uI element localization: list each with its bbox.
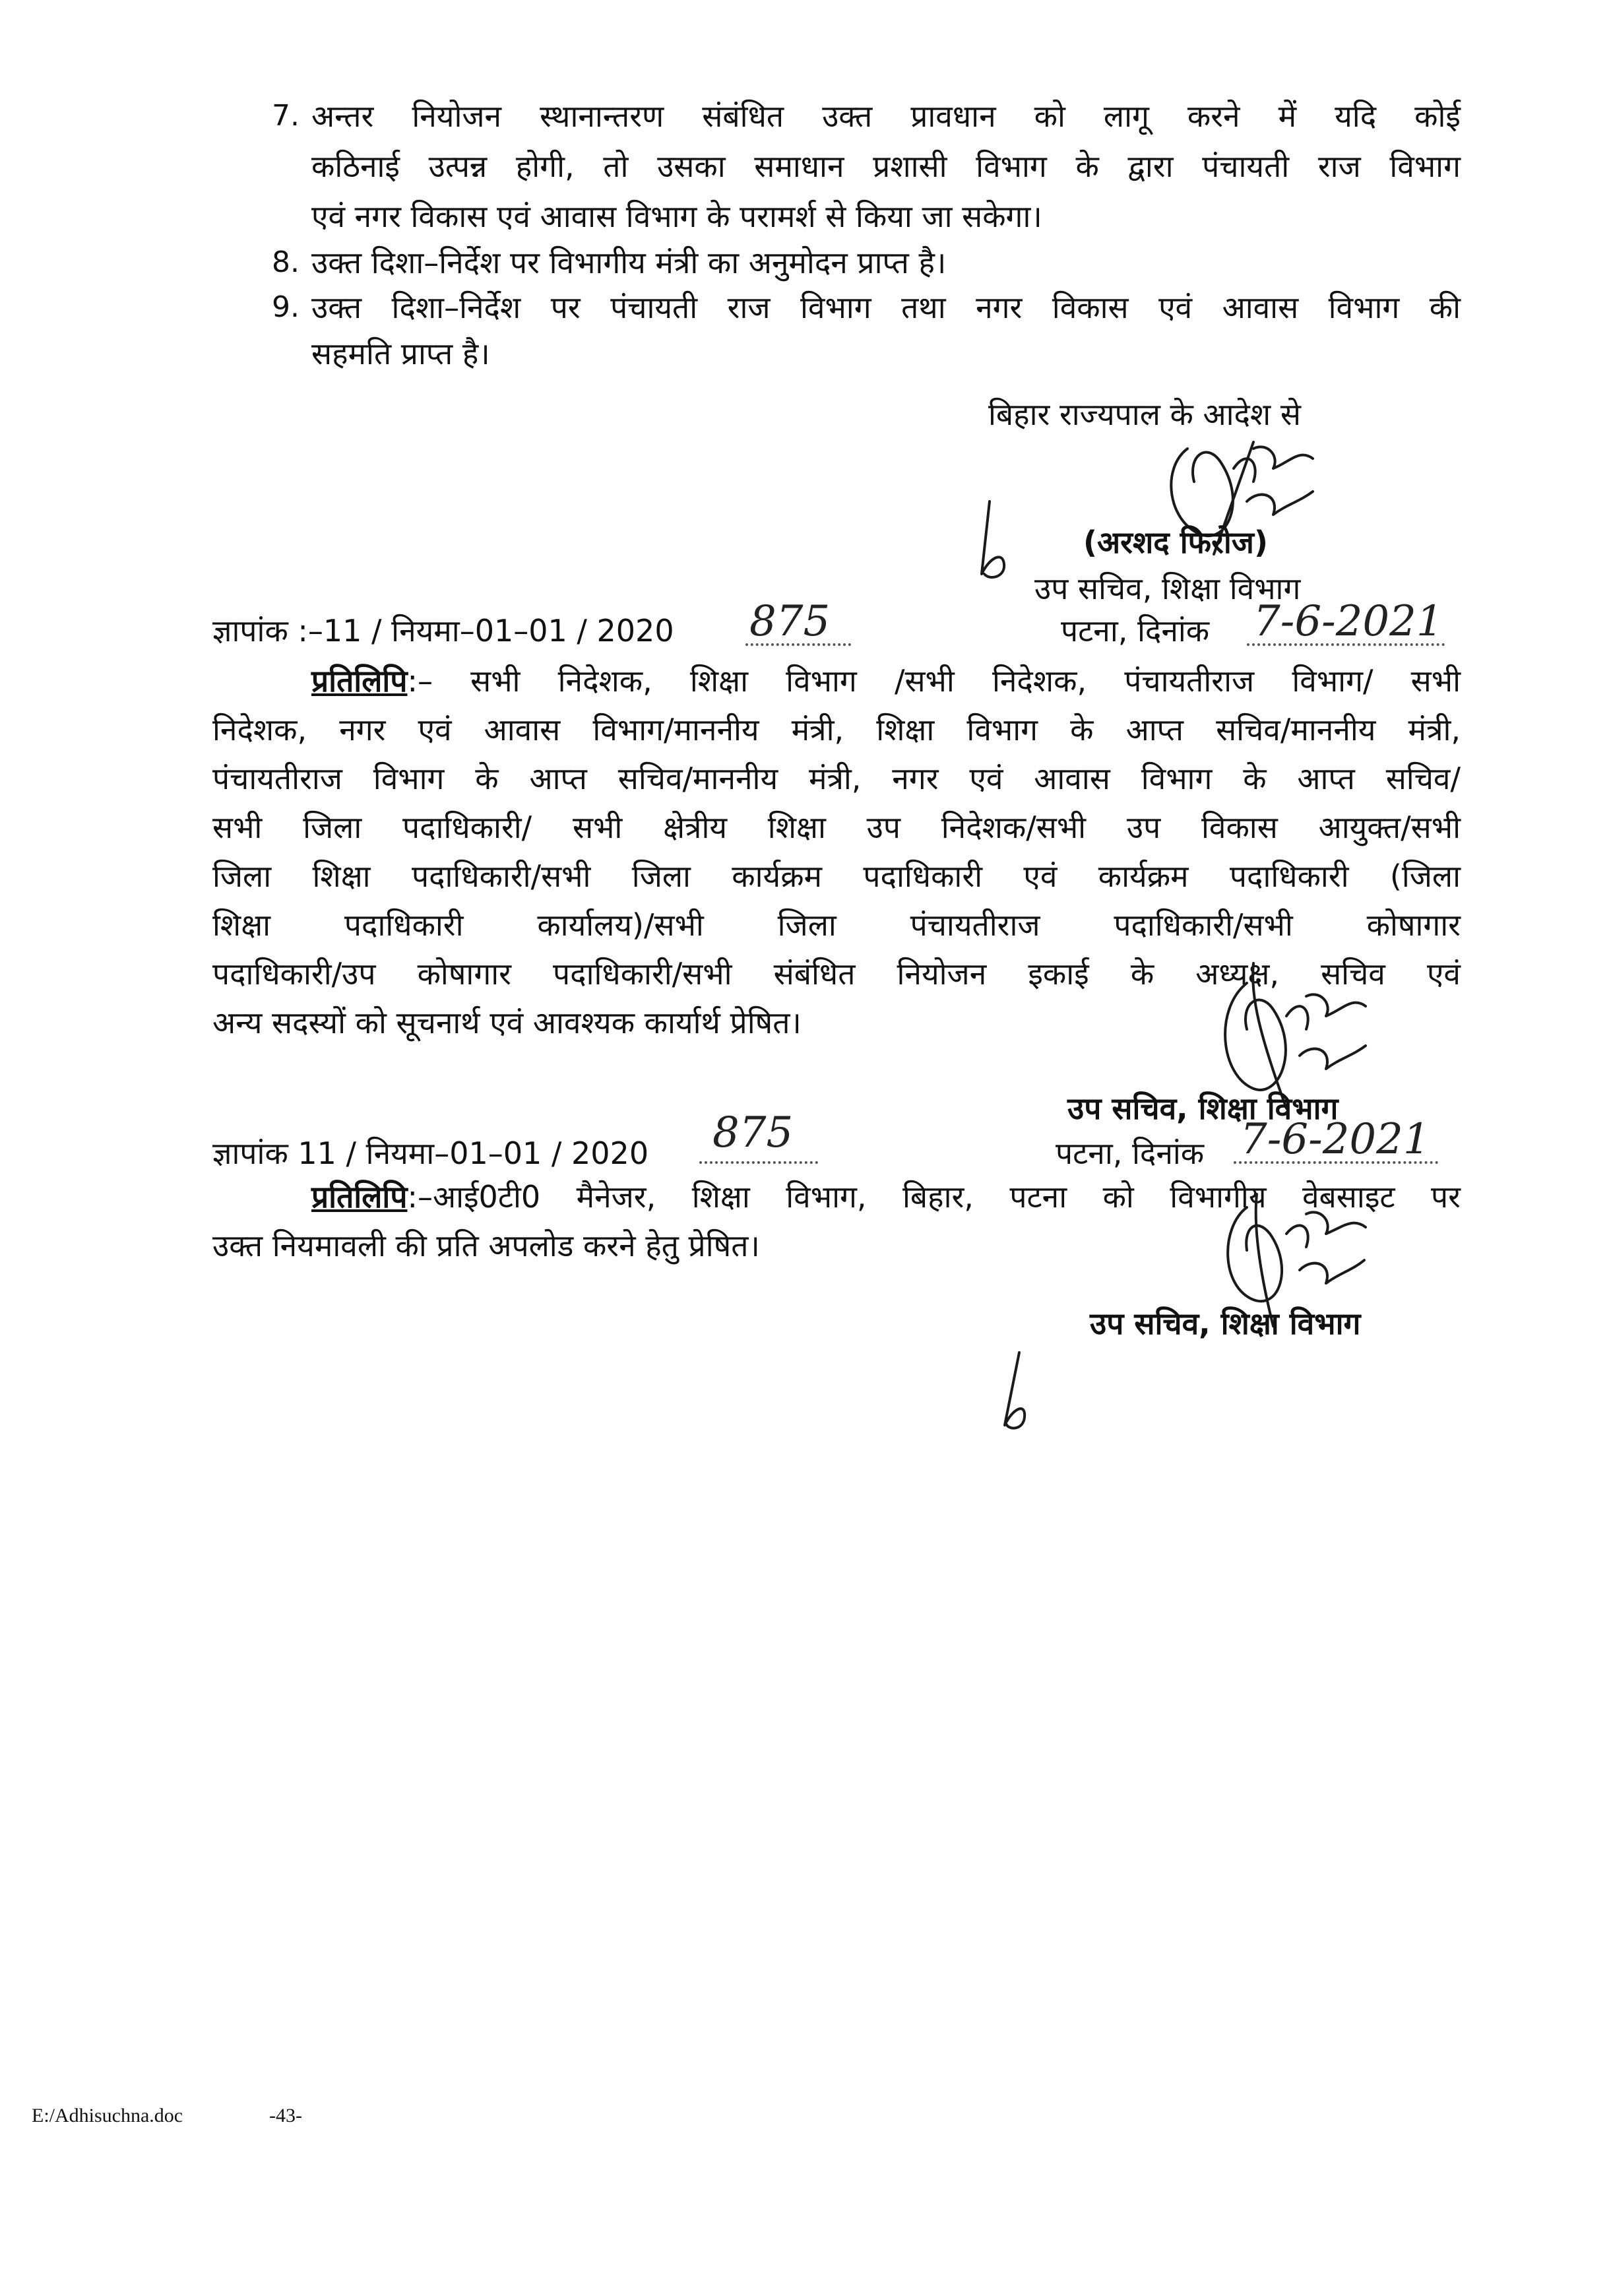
- point-8-line-1: उक्त दिशा–निर्देश पर विभागीय मंत्री का अनुमोदन प्राप्त है।: [311, 245, 947, 280]
- footer-filename: E:/Adhisuchna.doc: [32, 2105, 183, 2126]
- memo-1-label: ज्ञापांक :–11 / नियमा–01–01 / 2020: [212, 613, 674, 649]
- memo-1-place-date-label: पटना, दिनांक: [1061, 613, 1210, 649]
- initial-mark-1: [970, 495, 1023, 594]
- signatory-name: (अरशद फिरोज): [1083, 525, 1268, 560]
- point-7-line-3: एवं नगर विकास एवं आवास विभाग के परामर्श से किया जा सकेगा।: [311, 199, 1042, 234]
- memo-2-copy-label: प्रतिलिपि: [311, 1179, 408, 1215]
- memo-1-copy-line: निदेशक, नगर एवं आवास विभाग/माननीय मंत्री, शिक्षा विभाग के आप्त सचिव/माननीय मंत्री,: [212, 712, 1461, 748]
- point-7-line-1: अन्तर नियोजन स्थानान्तरण संबंधित उक्त प्रावधान को लागू करने में यदि कोई: [311, 98, 1461, 134]
- memo-1-copy-last-line: अन्य सदस्यों को सूचनार्थ एवं आवश्यक कार्यार्थ प्रेषित।: [212, 1005, 802, 1040]
- initial-mark-2: [986, 1346, 1039, 1445]
- point-9-line-1: उक्त दिशा–निर्देश पर पंचायती राज विभाग तथा नगर विकास एवं आवास विभाग की: [311, 290, 1461, 325]
- memo-2-place-date-label: पटना, दिनांक: [1056, 1135, 1205, 1171]
- point-7-line-2: कठिनाई उत्पन्न होगी, तो उसका समाधान प्रशासी विभाग के द्वारा पंचायती राज विभाग: [311, 148, 1461, 184]
- memo-1-copy-first-text: :– सभी निदेशक, शिक्षा विभाग /सभी निदेशक, पंचायतीराज विभाग/ सभी: [407, 663, 1461, 699]
- memo-1-date: 7-6-2021: [1253, 597, 1443, 646]
- governor-order-line: बिहार राज्यपाल के आदेश से: [988, 397, 1301, 432]
- memo-1-signer: उप सचिव, शिक्षा विभाग: [1067, 1091, 1339, 1126]
- memo-1-copy-line: पदाधिकारी/उप कोषागार पदाधिकारी/सभी संबंधित नियोजन इकाई के अध्यक्ष, सचिव एवं: [212, 956, 1461, 992]
- memo-2-number: 875: [712, 1108, 794, 1157]
- memo-1-copy-label: प्रतिलिपि: [311, 663, 408, 699]
- point-9-number: 9.: [272, 290, 300, 324]
- footer-page-number: -43-: [269, 2105, 302, 2126]
- memo-1-copy-first-line: [311, 656, 1461, 706]
- memo-2-label: ज्ञापांक 11 / नियमा–01–01 / 2020: [212, 1135, 649, 1171]
- point-7-number: 7.: [272, 99, 300, 133]
- point-8-number: 8.: [272, 245, 300, 279]
- memo-1-copy-line: शिक्षा पदाधिकारी कार्यालय)/सभी जिला पंचायतीराज पदाधिकारी/सभी कोषागार: [212, 907, 1461, 943]
- memo-2-copy-first-text: :–आई0टी0 मैनेजर, शिक्षा विभाग, बिहार, पटना को विभागीय वेबसाइट पर: [407, 1179, 1461, 1215]
- memo-2-copy-last-line: उक्त नियमावली की प्रति अपलोड करने हेतु प्रेषित।: [212, 1228, 760, 1263]
- memo-2-signer: उप सचिव, शिक्षा विभाग: [1090, 1306, 1361, 1341]
- point-9-line-2: सहमति प्राप्त है।: [311, 336, 490, 371]
- memo-1-copy-line: पंचायतीराज विभाग के आप्त सचिव/माननीय मंत्री, नगर एवं आवास विभाग के आप्त सचिव/: [212, 761, 1461, 796]
- memo-1-copy-line: सभी जिला पदाधिकारी/ सभी क्षेत्रीय शिक्षा उप निदेशक/सभी उप विकास आयुक्त/सभी: [212, 810, 1461, 845]
- memo-1-copy-line: जिला शिक्षा पदाधिकारी/सभी जिला कार्यक्रम पदाधिकारी एवं कार्यक्रम पदाधिकारी (जिला: [212, 858, 1461, 894]
- memo-2-date: 7-6-2021: [1240, 1115, 1430, 1164]
- signatory-designation: उप सचिव, शिक्षा विभाग: [1034, 571, 1301, 606]
- memo-1-number: 875: [749, 597, 831, 646]
